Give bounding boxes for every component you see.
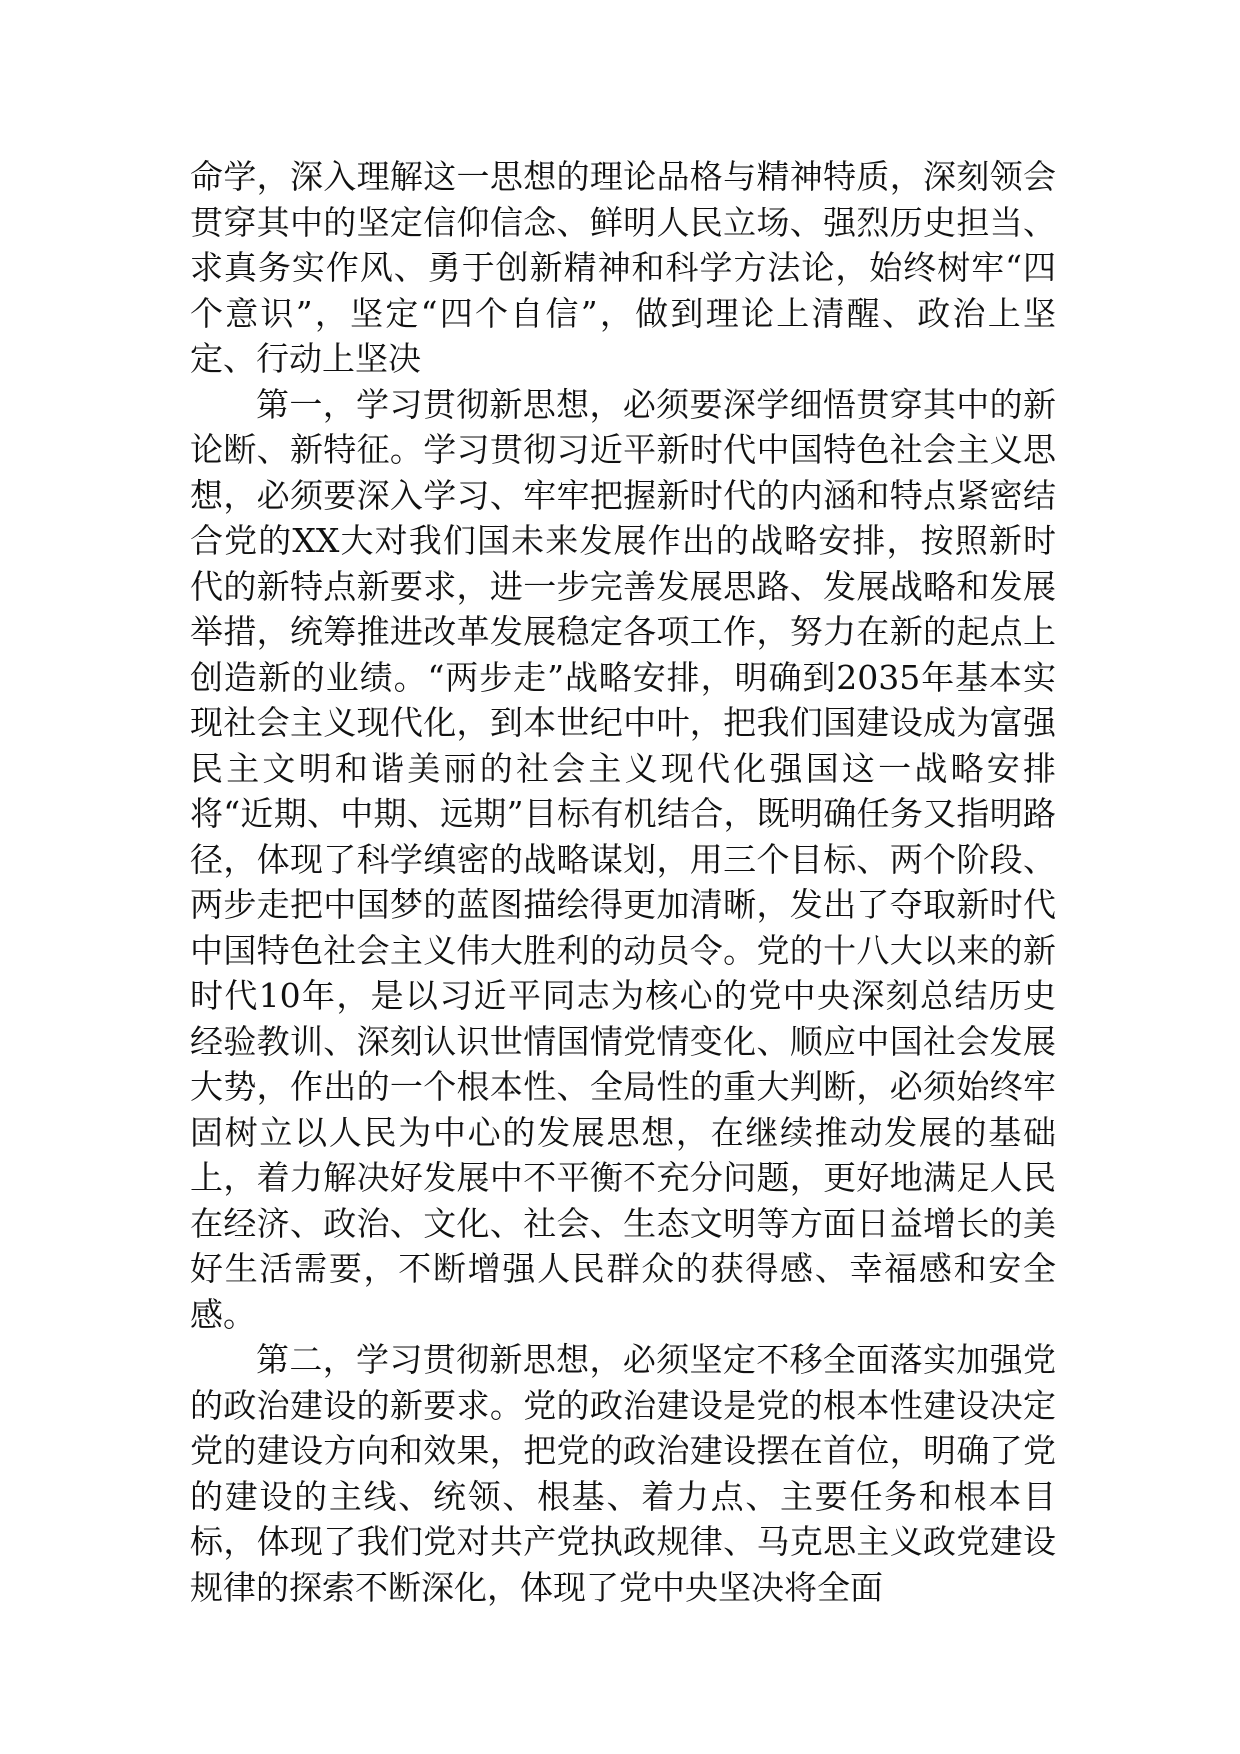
paragraph-second-point: 第二，学习贯彻新思想，必须坚定不移全面落实加强党的政治建设的新要求。党的政治建设是党的根本性建设决定党的建设方向和效果，把党的政治建设摆在首位，明确了党的建设的主线、统领、根基、着力点、主要任务和根本目标，体现了我们党对共产党执政规律、马克思主义政党建设规律的探索不断深化，体现了党中央坚决将全面	[190, 1340, 1056, 1607]
paragraph-continuation: 命学，深入理解这一思想的理论品格与精神特质，深刻领会贯穿其中的坚定信仰信念、鲜明人民立场、强烈历史担当、求真务实作风、勇于创新精神和科学方法论，始终树牢“四个意识”，坚定“四个自信”，做到理论上清醒、政治上坚定、行动上坚决	[190, 157, 1056, 378]
paragraph-first-point: 第一，学习贯彻新思想，必须要深学细悟贯穿其中的新论断、新特征。学习贯彻习近平新时代中国特色社会主义思想，必须要深入学习、牢牢把握新时代的内涵和特点紧密结合党的XX大对我们国未来发展作出的战略安排，按照新时代的新特点新要求，进一步完善发展思路、发展战略和发展举措，统筹推进改革发展稳定各项工作，努力在新的起点上创造新的业绩。“两步走”战略安排，明确到2035年基本实现社会主义现代化，到本世纪中叶，把我们国建设成为富强民主文明和谐美丽的社会主义现代化强国这一战略安排将“近期、中期、远期”目标有机结合，既明确任务又指明路径，体现了科学缜密的战略谋划，用三个目标、两个阶段、两步走把中国梦的蓝图描绘得更加清晰，发出了夺取新时代中国特色社会主义伟大胜利的动员令。党的十八大以来的新时代10年，是以习近平同志为核心的党中央深刻总结历史经验教训、深刻认识世情国情党情变化、顺应中国社会发展大势，作出的一个根本性、全局性的重大判断，必须始终牢固树立以人民为中心的发展思想，在继续推动发展的基础上，着力解决好发展中不平衡不充分问题，更好地满足人民在经济、政治、文化、社会、生态文明等方面日益增长的美好生活需要，不断增强人民群众的获得感、幸福感和安全感。	[190, 384, 1056, 1334]
document-page	[190, 154, 1056, 1654]
